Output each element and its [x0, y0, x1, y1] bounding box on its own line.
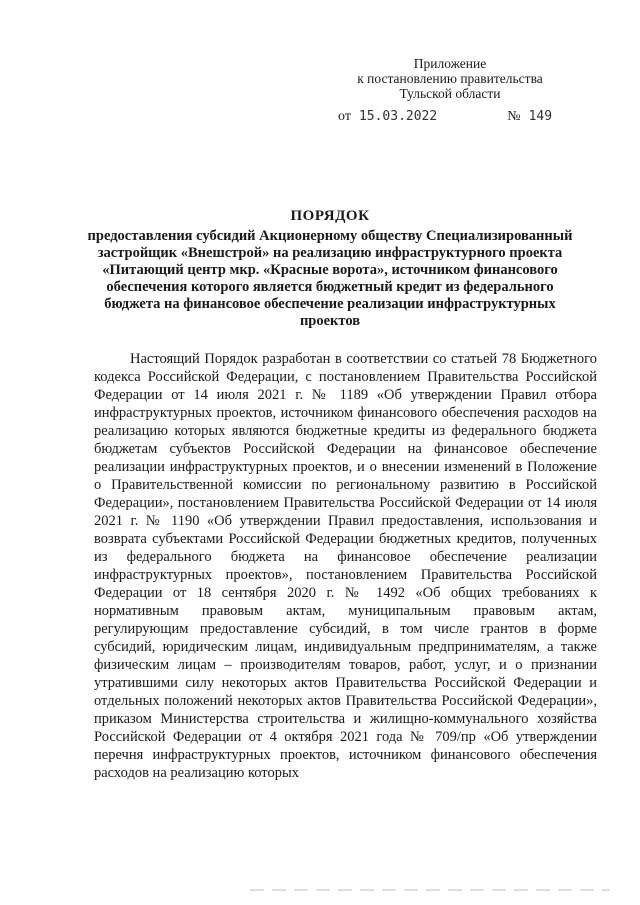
appendix-line-3: Тульской области [399, 86, 501, 101]
document-reference [338, 109, 552, 125]
document-body [94, 350, 597, 782]
date-value: 15.03.2022 [358, 109, 438, 124]
number-value: 149 [528, 109, 553, 124]
document-title [80, 208, 580, 330]
title-subtitle: предоставления субсидий Акционерному обществу Специализированный застройщик «Внешстрой» на реализацию инфраструктурного проекта «Питающий центр мкр. «Красные ворота», источником финансового обеспечения которого является бюджетный кредит из федерального бюджета на финансовое обеспечение реализации инфраструктурных проектов [87, 228, 573, 329]
date-label: от [338, 109, 351, 124]
appendix-line-1: Приложение [413, 56, 487, 71]
body-paragraph: Настоящий Порядок разработан в соответствии со статьей 78 Бюджетного кодекса Российской Федерации, с постановлением Правительства Российской Федерации от 14 июля 2021 г. № 1189 «Об утверждении Правил отбора инфраструктурных проектов, источником финансового обеспечения расходов на реализацию которых являются бюджетные кредиты из федерального бюджета бюджетам субъектов Российской Федерации на финансовое обеспечение реализации инфраструктурных проектов, и о внесении изменений в Положение о Правительственной комиссии по региональному развитию в Российской Федерации», постановлением Правительства Российской Федерации от 14 июля 2021 г. № 1190 «Об утверждении Правил предоставления, использования и возврата субъектами Российской Федерации бюджетных кредитов, полученных из федерального бюджета на финансовое обеспечение реализации инфраструктурных проектов», постановлением Правительства Российской Федерации от 18 сентября 2020 г. № 1492 «Об общих требованиях к нормативным правовым актам, муниципальным правовым актам, регулирующим предоставление субсидий, в том числе грантов в форме субсидий, юридическим лицам, индивидуальным предпринимателям, а также физическим лицам – производителям товаров, работ, услуг, и о признании утратившими силу некоторых актов Правительства Российской Федерации и отдельных положений некоторых актов Правительства Российской Федерации», приказом Министерства строительства и жилищно-коммунального хозяйства Российской Федерации от 4 октября 2021 года № 709/пр «Об утверждении перечня инфраструктурных проектов, источником финансового обеспечения расходов на реализацию которых [94, 351, 597, 781]
scan-artifact [250, 889, 610, 891]
appendix-line-2: к постановлению правительства [357, 71, 543, 86]
appendix-header [330, 56, 570, 101]
title-heading: ПОРЯДОК [290, 208, 370, 224]
number-label: № [507, 109, 521, 124]
